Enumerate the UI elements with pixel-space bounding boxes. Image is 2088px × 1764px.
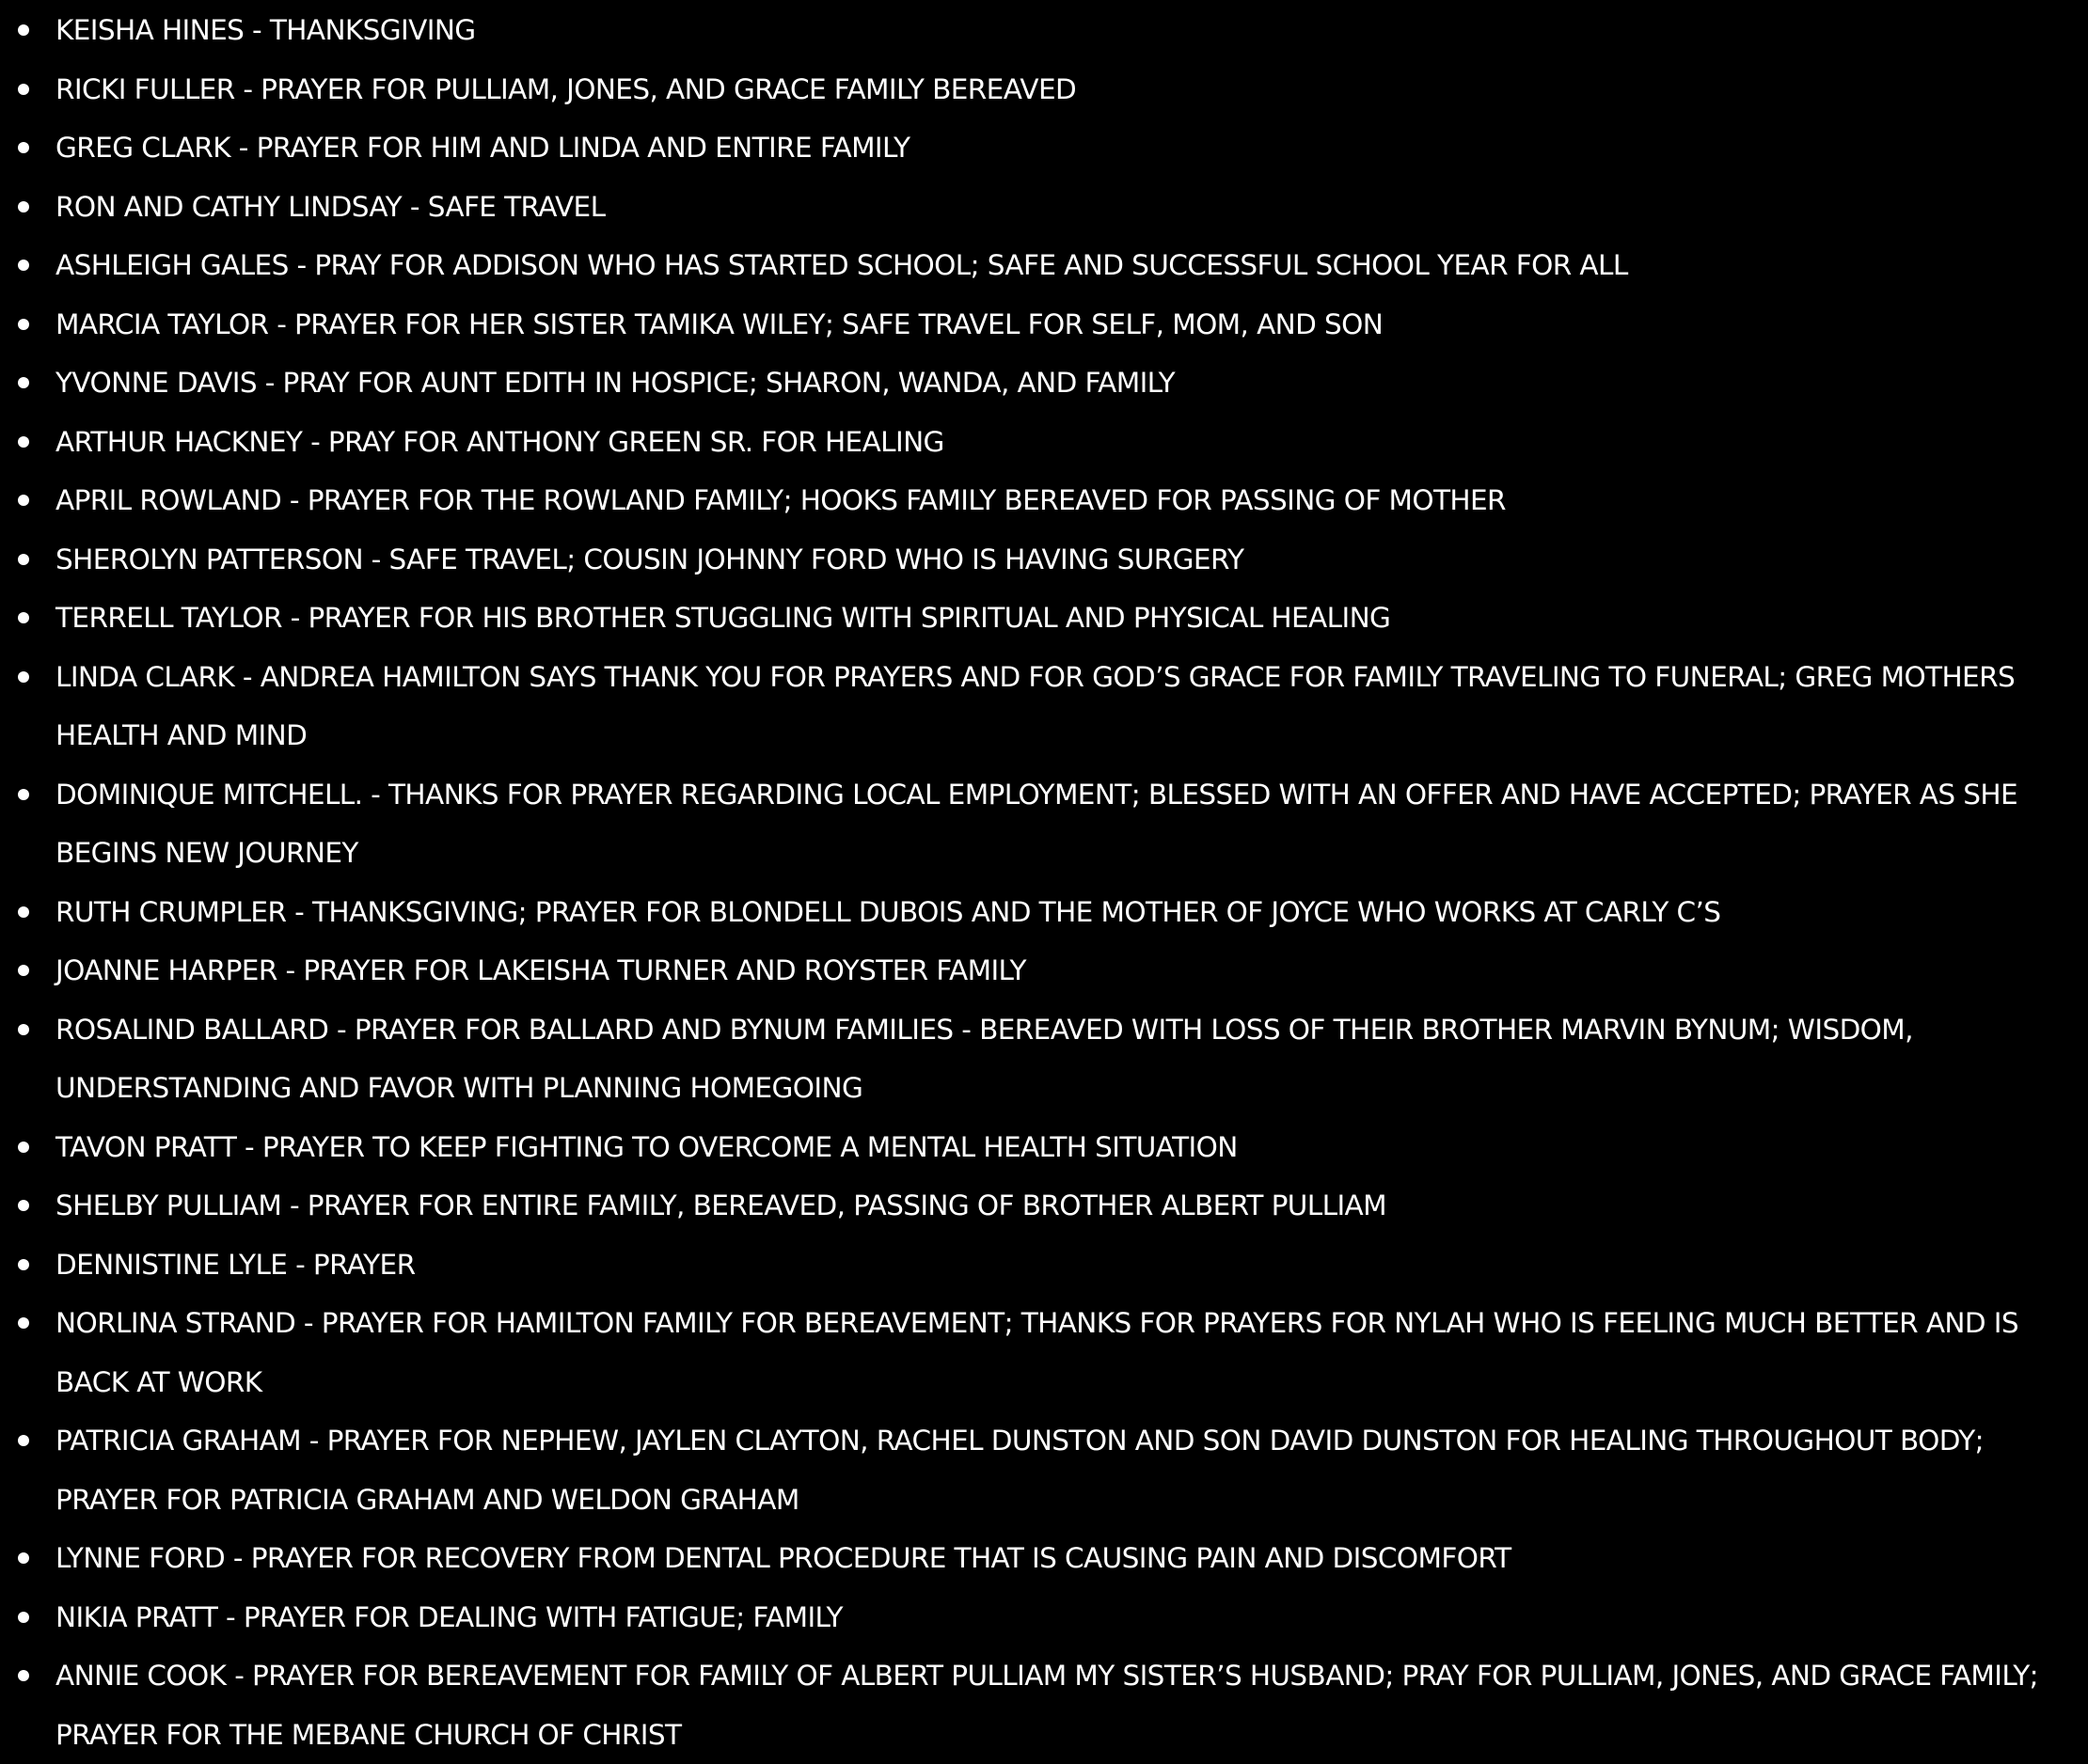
bullet-icon (18, 1317, 29, 1329)
prayer-request-text: NORLINA STRAND - PRAYER FOR HAMILTON FAMILY FOR BEREAVEMENT; THANKS FOR PRAYERS FOR NYLAH WHO IS FEELING MUCH BETTER AND IS BACK AT WORK (55, 1307, 2019, 1398)
prayer-request-text: DOMINIQUE MITCHELL. - THANKS FOR PRAYER REGARDING LOCAL EMPLOYMENT; BLESSED WITH AN OFFER AND HAVE ACCEPTED; PRAYER AS SHE BEGINS NEW JOURNEY (55, 778, 2018, 869)
bullet-icon (18, 495, 29, 506)
prayer-request-item (0, 295, 2088, 354)
prayer-request-item (0, 1646, 2088, 1764)
bullet-icon (18, 789, 29, 800)
prayer-request-text: RICKI FULLER - PRAYER FOR PULLIAM, JONES, AND GRACE FAMILY BEREAVED (55, 72, 1077, 105)
prayer-request-text: DENNISTINE LYLE - PRAYER (55, 1248, 416, 1281)
prayer-request-item (0, 1118, 2088, 1177)
prayer-request-item (0, 765, 2088, 883)
prayer-request-item (0, 471, 2088, 530)
bullet-icon (18, 612, 29, 623)
prayer-request-item (0, 1236, 2088, 1295)
prayer-request-text: YVONNE DAVIS - PRAY FOR AUNT EDITH IN HOSPICE; SHARON, WANDA, AND FAMILY (55, 367, 1176, 399)
bullet-icon (18, 906, 29, 918)
prayer-request-text: KEISHA HINES - THANKSGIVING (55, 14, 476, 46)
bullet-icon (18, 24, 29, 36)
bullet-icon (18, 201, 29, 213)
prayer-request-text: TERRELL TAYLOR - PRAYER FOR HIS BROTHER STUGGLING WITH SPIRITUAL AND PHYSICAL HEALING (55, 602, 1391, 634)
bullet-icon (18, 377, 29, 388)
prayer-request-text: ARTHUR HACKNEY - PRAY FOR ANTHONY GREEN SR. FOR HEALING (55, 425, 944, 458)
prayer-request-item (0, 236, 2088, 295)
prayer-request-item (0, 1, 2088, 60)
prayer-request-text: PATRICIA GRAHAM - PRAYER FOR NEPHEW, JAYLEN CLAYTON, RACHEL DUNSTON AND SON DAVID DUNSTON FOR HEALING THROUGHOUT BODY; PRAYER FOR PATRICIA GRAHAM AND WELDON GRAHAM (55, 1425, 1984, 1516)
prayer-request-item (0, 178, 2088, 237)
bullet-icon (18, 319, 29, 330)
prayer-request-text: GREG CLARK - PRAYER FOR HIM AND LINDA AND ENTIRE FAMILY (55, 132, 910, 164)
bullet-icon (18, 1142, 29, 1153)
prayer-request-item (0, 648, 2088, 765)
bullet-icon (18, 436, 29, 448)
prayer-request-item (0, 1000, 2088, 1118)
prayer-request-item (0, 1588, 2088, 1647)
bullet-icon (18, 84, 29, 95)
prayer-request-item (0, 60, 2088, 119)
prayer-request-text: LINDA CLARK - ANDREA HAMILTON SAYS THANK YOU FOR PRAYERS AND FOR GOD’S GRACE FOR FAMILY TRAVELING TO FUNERAL; GREG MOTHERS HEALTH AND MIND (55, 660, 2016, 751)
prayer-request-text: SHEROLYN PATTERSON - SAFE TRAVEL; COUSIN JOHNNY FORD WHO IS HAVING SURGERY (55, 543, 1244, 575)
bullet-icon (18, 1435, 29, 1446)
bullet-icon (18, 1259, 29, 1270)
prayer-request-text: APRIL ROWLAND - PRAYER FOR THE ROWLAND FAMILY; HOOKS FAMILY BEREAVED FOR PASSING OF MOTHER (55, 484, 1506, 516)
prayer-request-text: ANNIE COOK - PRAYER FOR BEREAVEMENT FOR FAMILY OF ALBERT PULLIAM MY SISTER’S HUSBAND; PRAY FOR PULLIAM, JONES, AND GRACE FAMILY; PRAYER FOR THE MEBANE CHURCH OF CHRIST (55, 1660, 2039, 1751)
prayer-request-item (0, 1529, 2088, 1588)
prayer-request-item (0, 354, 2088, 413)
bullet-icon (18, 1670, 29, 1681)
bullet-icon (18, 1024, 29, 1035)
prayer-request-item (0, 413, 2088, 472)
prayer-request-text: MARCIA TAYLOR - PRAYER FOR HER SISTER TAMIKA WILEY; SAFE TRAVEL FOR SELF, MOM, AND SON (55, 307, 1384, 340)
bullet-icon (18, 671, 29, 683)
bullet-icon (18, 965, 29, 976)
prayer-request-text: ASHLEIGH GALES - PRAY FOR ADDISON WHO HAS STARTED SCHOOL; SAFE AND SUCCESSFUL SCHOOL YEAR FOR ALL (55, 249, 1628, 281)
prayer-request-text: RON AND CATHY LINDSAY - SAFE TRAVEL (55, 190, 606, 223)
prayer-request-text: NIKIA PRATT - PRAYER FOR DEALING WITH FATIGUE; FAMILY (55, 1600, 843, 1633)
prayer-request-list (0, 1, 2088, 1764)
prayer-request-item (0, 1411, 2088, 1529)
prayer-request-text: JOANNE HARPER - PRAYER FOR LAKEISHA TURNER AND ROYSTER FAMILY (55, 954, 1026, 986)
prayer-request-item (0, 589, 2088, 648)
prayer-request-item (0, 1176, 2088, 1236)
prayer-request-item (0, 530, 2088, 590)
prayer-request-text: ROSALIND BALLARD - PRAYER FOR BALLARD AND BYNUM FAMILIES - BEREAVED WITH LOSS OF THEIR BROTHER MARVIN BYNUM; WISDOM, UNDERSTANDING AND FAVOR WITH PLANNING HOMEGOING (55, 1013, 1913, 1104)
bullet-icon (18, 1552, 29, 1564)
prayer-request-item (0, 941, 2088, 1000)
bullet-icon (18, 142, 29, 153)
prayer-request-item (0, 118, 2088, 178)
prayer-request-item (0, 1294, 2088, 1411)
bullet-icon (18, 554, 29, 565)
bullet-icon (18, 1612, 29, 1623)
prayer-request-text: LYNNE FORD - PRAYER FOR RECOVERY FROM DENTAL PROCEDURE THAT IS CAUSING PAIN AND DISCOMFORT (55, 1542, 1511, 1574)
prayer-request-text: RUTH CRUMPLER - THANKSGIVING; PRAYER FOR BLONDELL DUBOIS AND THE MOTHER OF JOYCE WHO WORKS AT CARLY C’S (55, 895, 1721, 928)
prayer-request-item (0, 883, 2088, 942)
bullet-icon (18, 1200, 29, 1211)
prayer-request-text: TAVON PRATT - PRAYER TO KEEP FIGHTING TO OVERCOME A MENTAL HEALTH SITUATION (55, 1130, 1238, 1163)
prayer-request-text: SHELBY PULLIAM - PRAYER FOR ENTIRE FAMILY, BEREAVED, PASSING OF BROTHER ALBERT PULLIAM (55, 1189, 1386, 1221)
bullet-icon (18, 260, 29, 271)
